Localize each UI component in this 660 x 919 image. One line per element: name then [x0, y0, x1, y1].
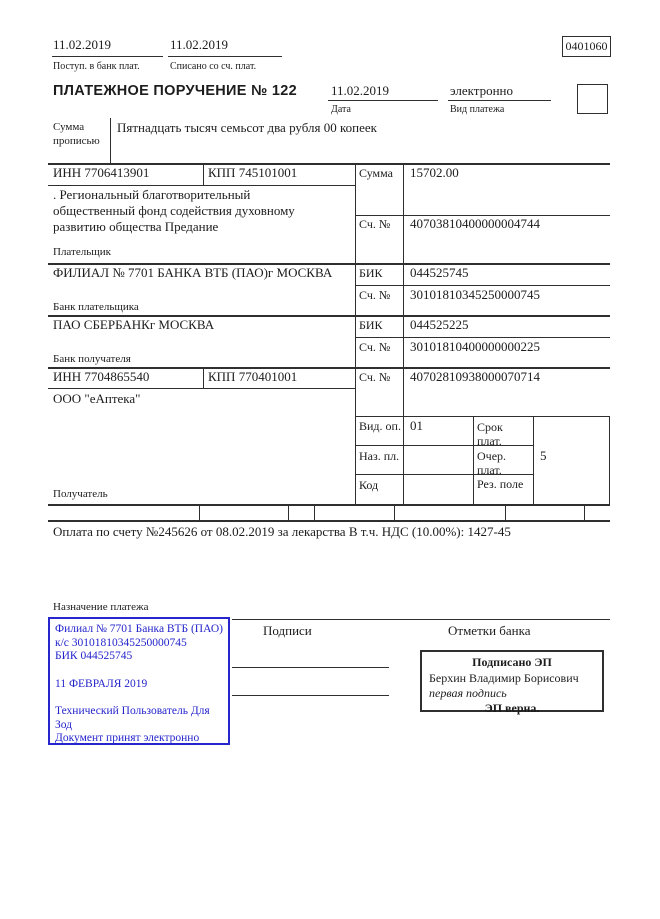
payer-kpp: КПП 745101001	[208, 165, 298, 180]
payee-inn: ИНН 7704865540	[53, 369, 150, 384]
bank-stamp-box	[48, 617, 230, 745]
document-date-label: Дата	[331, 104, 351, 115]
table-line	[355, 285, 610, 286]
esign-title: Подписано ЭП	[472, 655, 552, 669]
payment-purpose-section-label: Назначение платежа	[53, 601, 149, 613]
table-line	[505, 505, 506, 520]
sum-label: Сумма	[359, 166, 393, 180]
table-line	[48, 520, 610, 522]
payer-bank-account-label: Сч. №	[359, 288, 391, 302]
payer-name-line3: развитию общества Предание	[53, 219, 219, 234]
table-line	[355, 163, 356, 505]
payment-kind-checkbox	[577, 84, 608, 114]
debited-date-label: Списано со сч. плат.	[170, 61, 257, 72]
payer-account: 40703810400000004744	[410, 216, 540, 231]
payer-bank-name: ФИЛИАЛ № 7701 БАНКА ВТБ (ПАО)г МОСКВА	[53, 265, 333, 280]
payer-bank-bik: 044525745	[410, 265, 469, 280]
payer-name-line1: . Региональный благотворительный	[53, 187, 251, 202]
table-line	[403, 163, 404, 505]
table-line	[48, 504, 610, 506]
table-line	[203, 367, 204, 388]
amount-words-value: Пятнадцать тысяч семьсот два рубля 00 копеек	[117, 120, 377, 135]
amount-words-label: Сумма прописью	[53, 121, 100, 147]
table-line	[584, 505, 585, 520]
code-label: Код	[359, 478, 379, 492]
stamp-line: БИК 044525745	[55, 650, 133, 662]
payer-bank-account: 30101810345250000745	[410, 287, 540, 302]
esign-verified: ЭП верна.	[484, 701, 540, 715]
stamp-line: Филиал № 7701 Банка ВТБ (ПАО)	[55, 623, 223, 635]
payment-purpose-text: Оплата по счету №245626 от 08.02.2019 за лекарства В т.ч. НДС (10.00%): 1427-45	[53, 524, 511, 539]
stamp-line: к/с 30101810345250000745	[55, 636, 187, 649]
table-line	[288, 505, 289, 520]
esign-signature-kind: первая подпись	[429, 686, 507, 700]
due-date-label: Срок плат.	[477, 420, 503, 448]
purpose-field-label: Наз. пл.	[359, 449, 400, 463]
signatures-label: Подписи	[263, 623, 312, 638]
form-code-box: 0401060	[562, 36, 611, 57]
debited-date-underline	[168, 56, 282, 57]
payer-name-line2: общественный фонд содействия духовному	[53, 203, 295, 218]
table-line	[48, 388, 355, 389]
table-line	[394, 505, 395, 520]
payer-inn: ИНН 7706413901	[53, 165, 150, 180]
signature-line-1	[232, 667, 389, 668]
payee-bank-section-label: Банк получателя	[53, 353, 131, 365]
op-kind-value: 01	[410, 418, 423, 433]
stamp-line: Технический Пользователь Для	[55, 705, 210, 717]
document-date: 11.02.2019	[331, 83, 390, 98]
payee-section-label: Получатель	[53, 488, 108, 500]
table-line	[48, 185, 355, 186]
payment-kind-underline	[448, 100, 551, 101]
op-kind-label: Вид. оп.	[359, 419, 401, 433]
table-line	[355, 337, 610, 338]
bank-marks-label: Отметки банка	[448, 623, 531, 638]
payee-bank-account-label: Сч. №	[359, 340, 391, 354]
table-line	[199, 505, 200, 520]
signature-line-2	[232, 695, 389, 696]
table-line	[533, 416, 534, 505]
table-line	[473, 416, 474, 505]
payee-kpp: КПП 770401001	[208, 369, 298, 384]
reserve-field-label: Рез. поле	[477, 477, 524, 491]
payer-account-label: Сч. №	[359, 217, 391, 231]
sum-value: 15702.00	[410, 165, 459, 180]
page-title: ПЛАТЕЖНОЕ ПОРУЧЕНИЕ № 122	[53, 83, 297, 99]
table-line	[203, 163, 204, 185]
esign-signer-name: Берхин Владимир Борисович	[429, 671, 579, 685]
payee-name: ООО "еАптека"	[53, 391, 141, 406]
payee-bank-account: 30101810400000000225	[410, 339, 540, 354]
table-line	[314, 505, 315, 520]
payer-bank-bik-label: БИК	[359, 266, 383, 280]
table-line	[609, 416, 610, 505]
esign-stamp-box	[420, 650, 604, 715]
stamp-line: Зод	[55, 718, 73, 731]
priority-value: 5	[540, 448, 547, 463]
payment-kind-label: Вид платежа	[450, 104, 505, 115]
received-date: 11.02.2019	[53, 37, 112, 52]
table-line	[355, 416, 610, 417]
payee-account-label: Сч. №	[359, 370, 391, 384]
payee-bank-bik: 044525225	[410, 317, 469, 332]
stamp-line: Документ принят электронно	[55, 732, 200, 744]
document-date-underline	[328, 100, 438, 101]
payee-account: 40702810938000070714	[410, 369, 540, 384]
signatures-header-line	[232, 619, 610, 620]
payee-bank-bik-label: БИК	[359, 318, 383, 332]
stamp-line: 11 ФЕВРАЛЯ 2019	[55, 677, 148, 690]
debited-date: 11.02.2019	[170, 37, 229, 52]
received-date-label: Поступ. в банк плат.	[53, 61, 140, 72]
priority-label: Очер. плат.	[477, 449, 507, 477]
payment-kind-value: электронно	[450, 83, 514, 98]
amount-words-divider	[110, 118, 111, 163]
payer-bank-section-label: Банк плательщика	[53, 301, 139, 313]
payer-section-label: Плательщик	[53, 246, 111, 258]
received-date-underline	[52, 56, 163, 57]
payee-bank-name: ПАО СБЕРБАНКг МОСКВА	[53, 317, 215, 332]
